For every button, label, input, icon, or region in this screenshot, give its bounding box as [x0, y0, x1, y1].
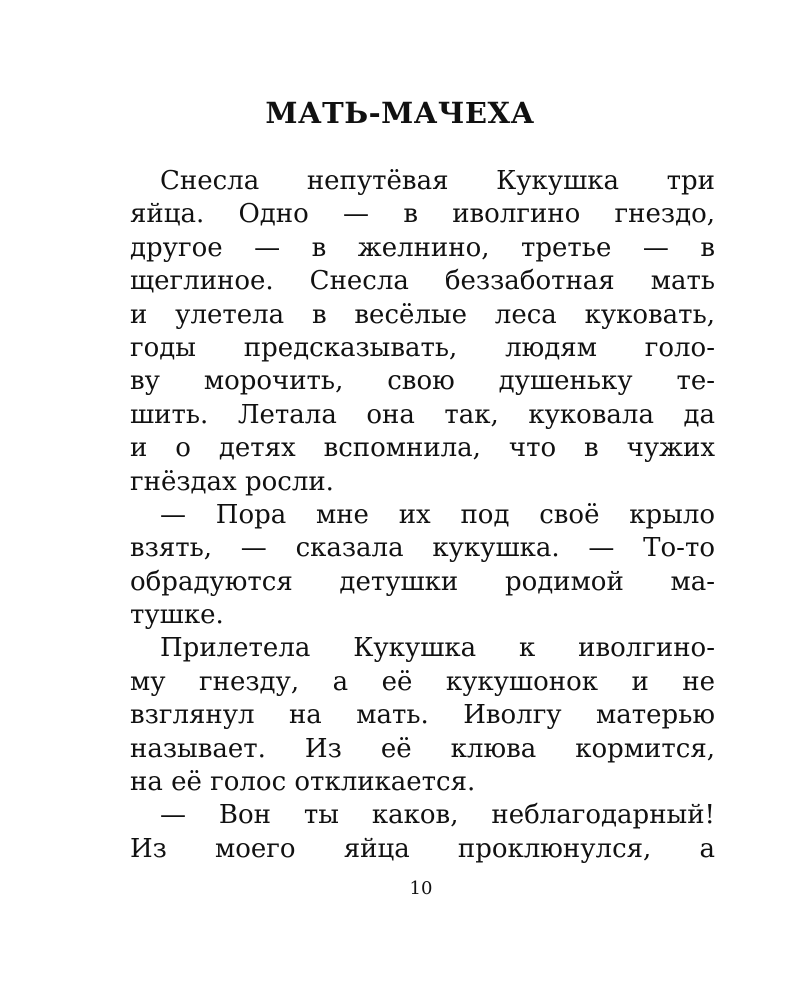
- text-line: — Пора мне их под своё крыло: [160, 499, 715, 530]
- text-line: Из моего яйца проклюнулся, а: [130, 833, 715, 864]
- text-line: называет. Из её клюва кормится,: [130, 733, 715, 764]
- text-line: тушке.: [130, 600, 224, 631]
- story-text: [130, 165, 715, 866]
- text-line: на её голос откликается.: [130, 767, 476, 798]
- text-line: Снесла непутёвая Кукушка три: [160, 166, 715, 196]
- text-line: ву морочить, свою душеньку те-: [130, 366, 715, 397]
- text-line: обрадуются детушки родимой ма-: [130, 566, 715, 597]
- text-line: взглянул на мать. Иволгу матерью: [130, 700, 715, 731]
- text-line: другое — в желнино, третье — в: [130, 232, 715, 263]
- text-line: взять, — сказала кукушка. — То-то: [130, 533, 715, 564]
- text-line: щеглиное. Снесла беззаботная мать: [130, 266, 715, 297]
- text-line: годы предсказывать, людям голо-: [130, 332, 715, 363]
- text-line: му гнезду, а её кукушонок и не: [130, 666, 715, 697]
- text-line: яйца. Одно — в иволгино гнездо,: [130, 199, 715, 230]
- page-title: МАТЬ-МАЧЕХА: [265, 96, 535, 130]
- page-number: 10: [409, 878, 433, 899]
- text-line: — Вон ты каков, неблагодарный!: [160, 800, 715, 831]
- text-line: гнёздах росли.: [130, 466, 334, 497]
- text-line: и улетела в весёлые леса куковать,: [130, 299, 715, 330]
- text-line: Прилетела Кукушка к иволгино-: [160, 633, 715, 664]
- text-line: и о детях вспомнила, что в чужих: [130, 433, 715, 464]
- text-line: шить. Летала она так, куковала да: [130, 399, 715, 430]
